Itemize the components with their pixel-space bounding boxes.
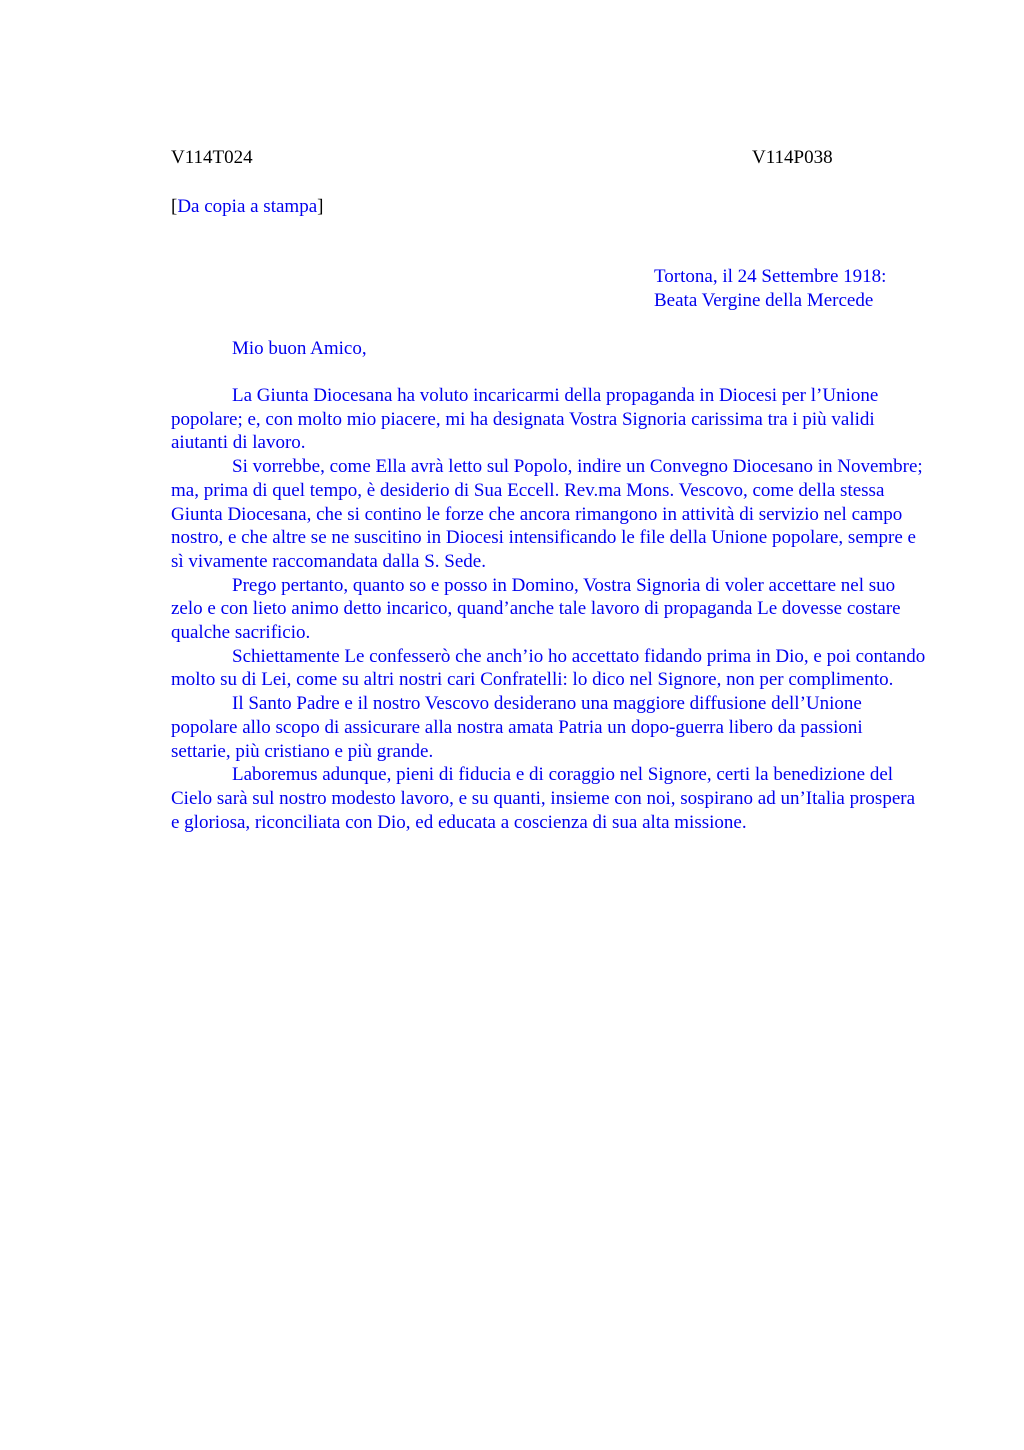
source-open-bracket: [: [171, 196, 178, 217]
document-code-right: V114P038: [752, 147, 833, 168]
letter-body: [171, 384, 926, 834]
paragraph: Laboremus adunque, pieni di fiducia e di coraggio nel Signore, certi la benedizione del Cielo sarà sul nostro modesto lavoro, e su quanti, insieme con noi, sospirano ad un’Italia prospera e gloriosa, riconciliata con Dio, ed educata a coscienza di sua alta missione.: [171, 764, 916, 833]
paragraph: Il Santo Padre e il nostro Vescovo desiderano una maggiore diffusione dell’Unione popolare allo scopo di assicurare alla nostra amata Patria un dopo-guerra libero da passioni settarie, più cristiano e più grande.: [171, 693, 863, 762]
dateline: [654, 265, 886, 312]
source-close-bracket: ]: [317, 196, 324, 217]
source-note: [171, 195, 323, 219]
paragraph: Si vorrebbe, come Ella avrà letto sul Popolo, indire un Convegno Diocesano in Novembre; ma, prima di quel tempo, è desiderio di Sua Eccell. Rev.ma Mons. Vescovo, come della stessa Giunta Diocesana, che si contino le forze che ancora rimangono in attività di servizio nel campo nostro, e che altre se ne suscitino in Diocesi intensificando le file della Unione popolare, sempre e sì vivamente raccomandata dalla S. Sede.: [171, 456, 923, 572]
paragraph: La Giunta Diocesana ha voluto incaricarmi della propaganda in Diocesi per l’Unione popolare; e, con molto mio piacere, mi ha designata Vostra Signoria carissima tra i più validi aiutanti di lavoro.: [171, 385, 879, 454]
source-label: Da copia a stampa: [177, 196, 318, 217]
document-code-left: V114T024: [171, 147, 253, 168]
paragraph: Schiettamente Le confesserò che anch’io ho accettato fidando prima in Dio, e poi contando molto su di Lei, come su altri nostri cari Confratelli: lo dico nel Signore, non per complimento.: [171, 645, 926, 691]
dateline-place-date: Tortona, il 24 Settembre 1918:: [654, 266, 887, 287]
dateline-feast: Beata Vergine della Mercede: [654, 289, 874, 311]
paragraph: Prego pertanto, quanto so e posso in Domino, Vostra Signoria di voler accettare nel suo zelo e con lieto animo detto incarico, quand’anche tale lavoro di propaganda Le dovesse costare qualche sacrificio.: [171, 574, 901, 644]
salutation: Mio buon Amico,: [232, 338, 367, 359]
